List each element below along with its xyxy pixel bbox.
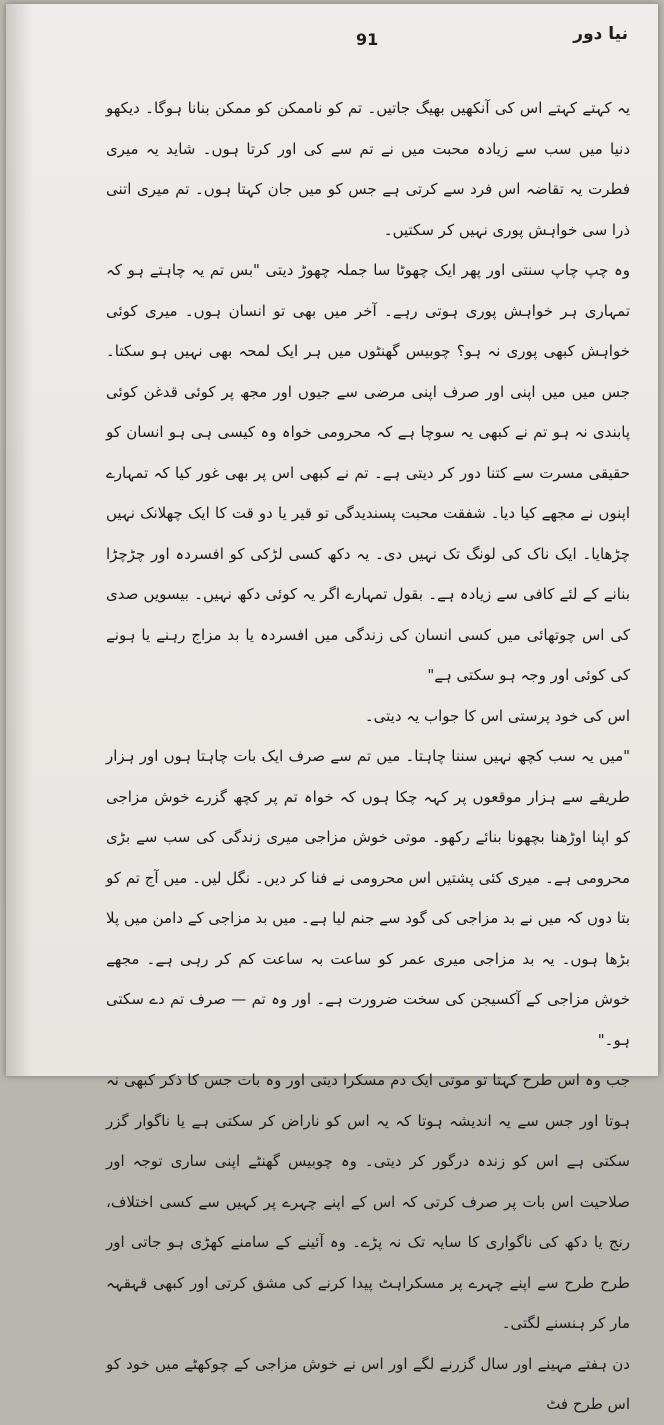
paragraph: یہ کہتے کہتے اس کی آنکھیں بھیگ جاتیں۔ تم کو ناممکن کو ممکن بنانا ہوگا۔ دیکھو دنیا میں سب سے زیادہ محبت میں نے تم سے کی اور کرتا ہوں۔ شاید یہ میری فطرت یہ تقاضہ اس فرد سے کرتی ہے جس کو میں جان کہتا ہوں۔ تم میری اتنی ذرا سی خواہش پوری نہیں کر سکتیں۔	[106, 99, 630, 239]
paragraph: اس کی خود پرستی اس کا جواب یہ دیتی۔	[364, 706, 630, 725]
paragraph: "میں یہ سب کچھ نہیں سننا چاہتا۔ میں تم سے صرف ایک بات چاہتا ہوں اور ہزار طریقے سے ہزار موقعوں پر کہہ چکا ہوں کہ خواہ تم پر کچھ گزرے خوش مزاجی کو اپنا اوڑھنا بچھونا بنائے رکھو۔ موتی خوش مزاجی میری زندگی کی سب سے بڑی محرومی ہے۔ میری کئی پشتیں اس محرومی نے فنا کر دیں۔ نگل لیں۔ میں آج تم کو بتا دوں کہ میں نے بد مزاجی کی گود سے جنم لیا ہے۔ میں بد مزاجی کے دامن میں پلا بڑھا ہوں۔ یہ بد مزاجی میری عمر کو ساعت بہ ساعت کم کر رہی ہے۔ مجھے خوش مزاجی کے آکسیجن کی سخت ضرورت ہے۔ اور وہ تم — صرف تم دے سکتی ہو۔"	[106, 747, 630, 1049]
running-title: نیا دور	[573, 24, 628, 44]
paragraph: دن ہفتے مہینے اور سال گزرنے لگے اور اس نے خوش مزاجی کے چوکھٹے میں خود کو اس طرح فٹ	[106, 1354, 630, 1413]
paragraph: جب وہ اس طرح کہتا تو موتی ایک دم مسکرا دیتی اور وہ بات جس کا ذکر کبھی نہ ہوتا اور جس سے یہ اندیشہ ہوتا کہ یہ اس کو ناراض کر سکتی ہے یا ناگوار گزر سکتی ہے اس کو زندہ درگور کر دیتی۔ وہ چوبیس گھنٹے اپنی ساری توجہ اور صلاحیت اس بات پر صرف کرتی کہ اس کے اپنے چہرے پر کہیں سے کسی اختلاف، رنج یا دکھ کی ناگواری کا سایہ تک نہ پڑے۔ وہ آئینے کے سامنے کھڑی ہو جاتی اور طرح طرح سے اپنے چہرے پر مسکراہٹ پیدا کرنے کی مشق کرتی اور کبھی قہقہہ مار کر ہنسنے لگتی۔	[106, 1071, 630, 1332]
paragraph: وہ چپ چاپ سنتی اور پھر ایک چھوٹا سا جملہ چھوڑ دیتی "بس تم یہ چاہتے ہو کہ تمہاری ہر خواہش پوری ہوتی رہے۔ آخر میں بھی تو انسان ہوں۔ میری کوئی خواہش کبھی پوری نہ ہو؟ چوبیس گھنٹوں میں ہر ایک لمحہ بھی نہیں ہو سکتا۔ جس میں میں اپنی اور صرف اپنی مرضی سے جیوں اور مجھ پر کوئی قدغن کوئی پابندی نہ ہو تم نے کبھی یہ سوچا ہے کہ محرومی خواہ وہ کیسی ہی ہو انسان کو حقیقی مسرت سے کتنا دور کر دیتی ہے۔ تم نے کبھی اس پر بھی غور کیا کہ تمہارے اپنوں نے مجھے کیا دیا۔ شفقت محبت پسندیدگی تو قیر یا دو قت کا ایک چھلانک نہیں چڑھایا۔ ایک ناک کی لونگ تک نہیں دی۔ یہ دکھ کسی لڑکی کو افسردہ اور چڑچڑا بنانے کے لئے کافی سے زیادہ ہے۔ بقول تمہارے اگر یہ کوئی دکھ نہیں۔ بیسویں صدی کی اس چوتھائی میں کسی انسان کی زندگی میں افسردہ یا بد مزاج رہنے یا ہونے کی کوئی اور وجہ ہو سکتی ہے"	[106, 261, 630, 684]
page-number: 91	[356, 30, 379, 49]
body-text	[106, 88, 630, 1425]
book-page	[6, 4, 658, 1413]
